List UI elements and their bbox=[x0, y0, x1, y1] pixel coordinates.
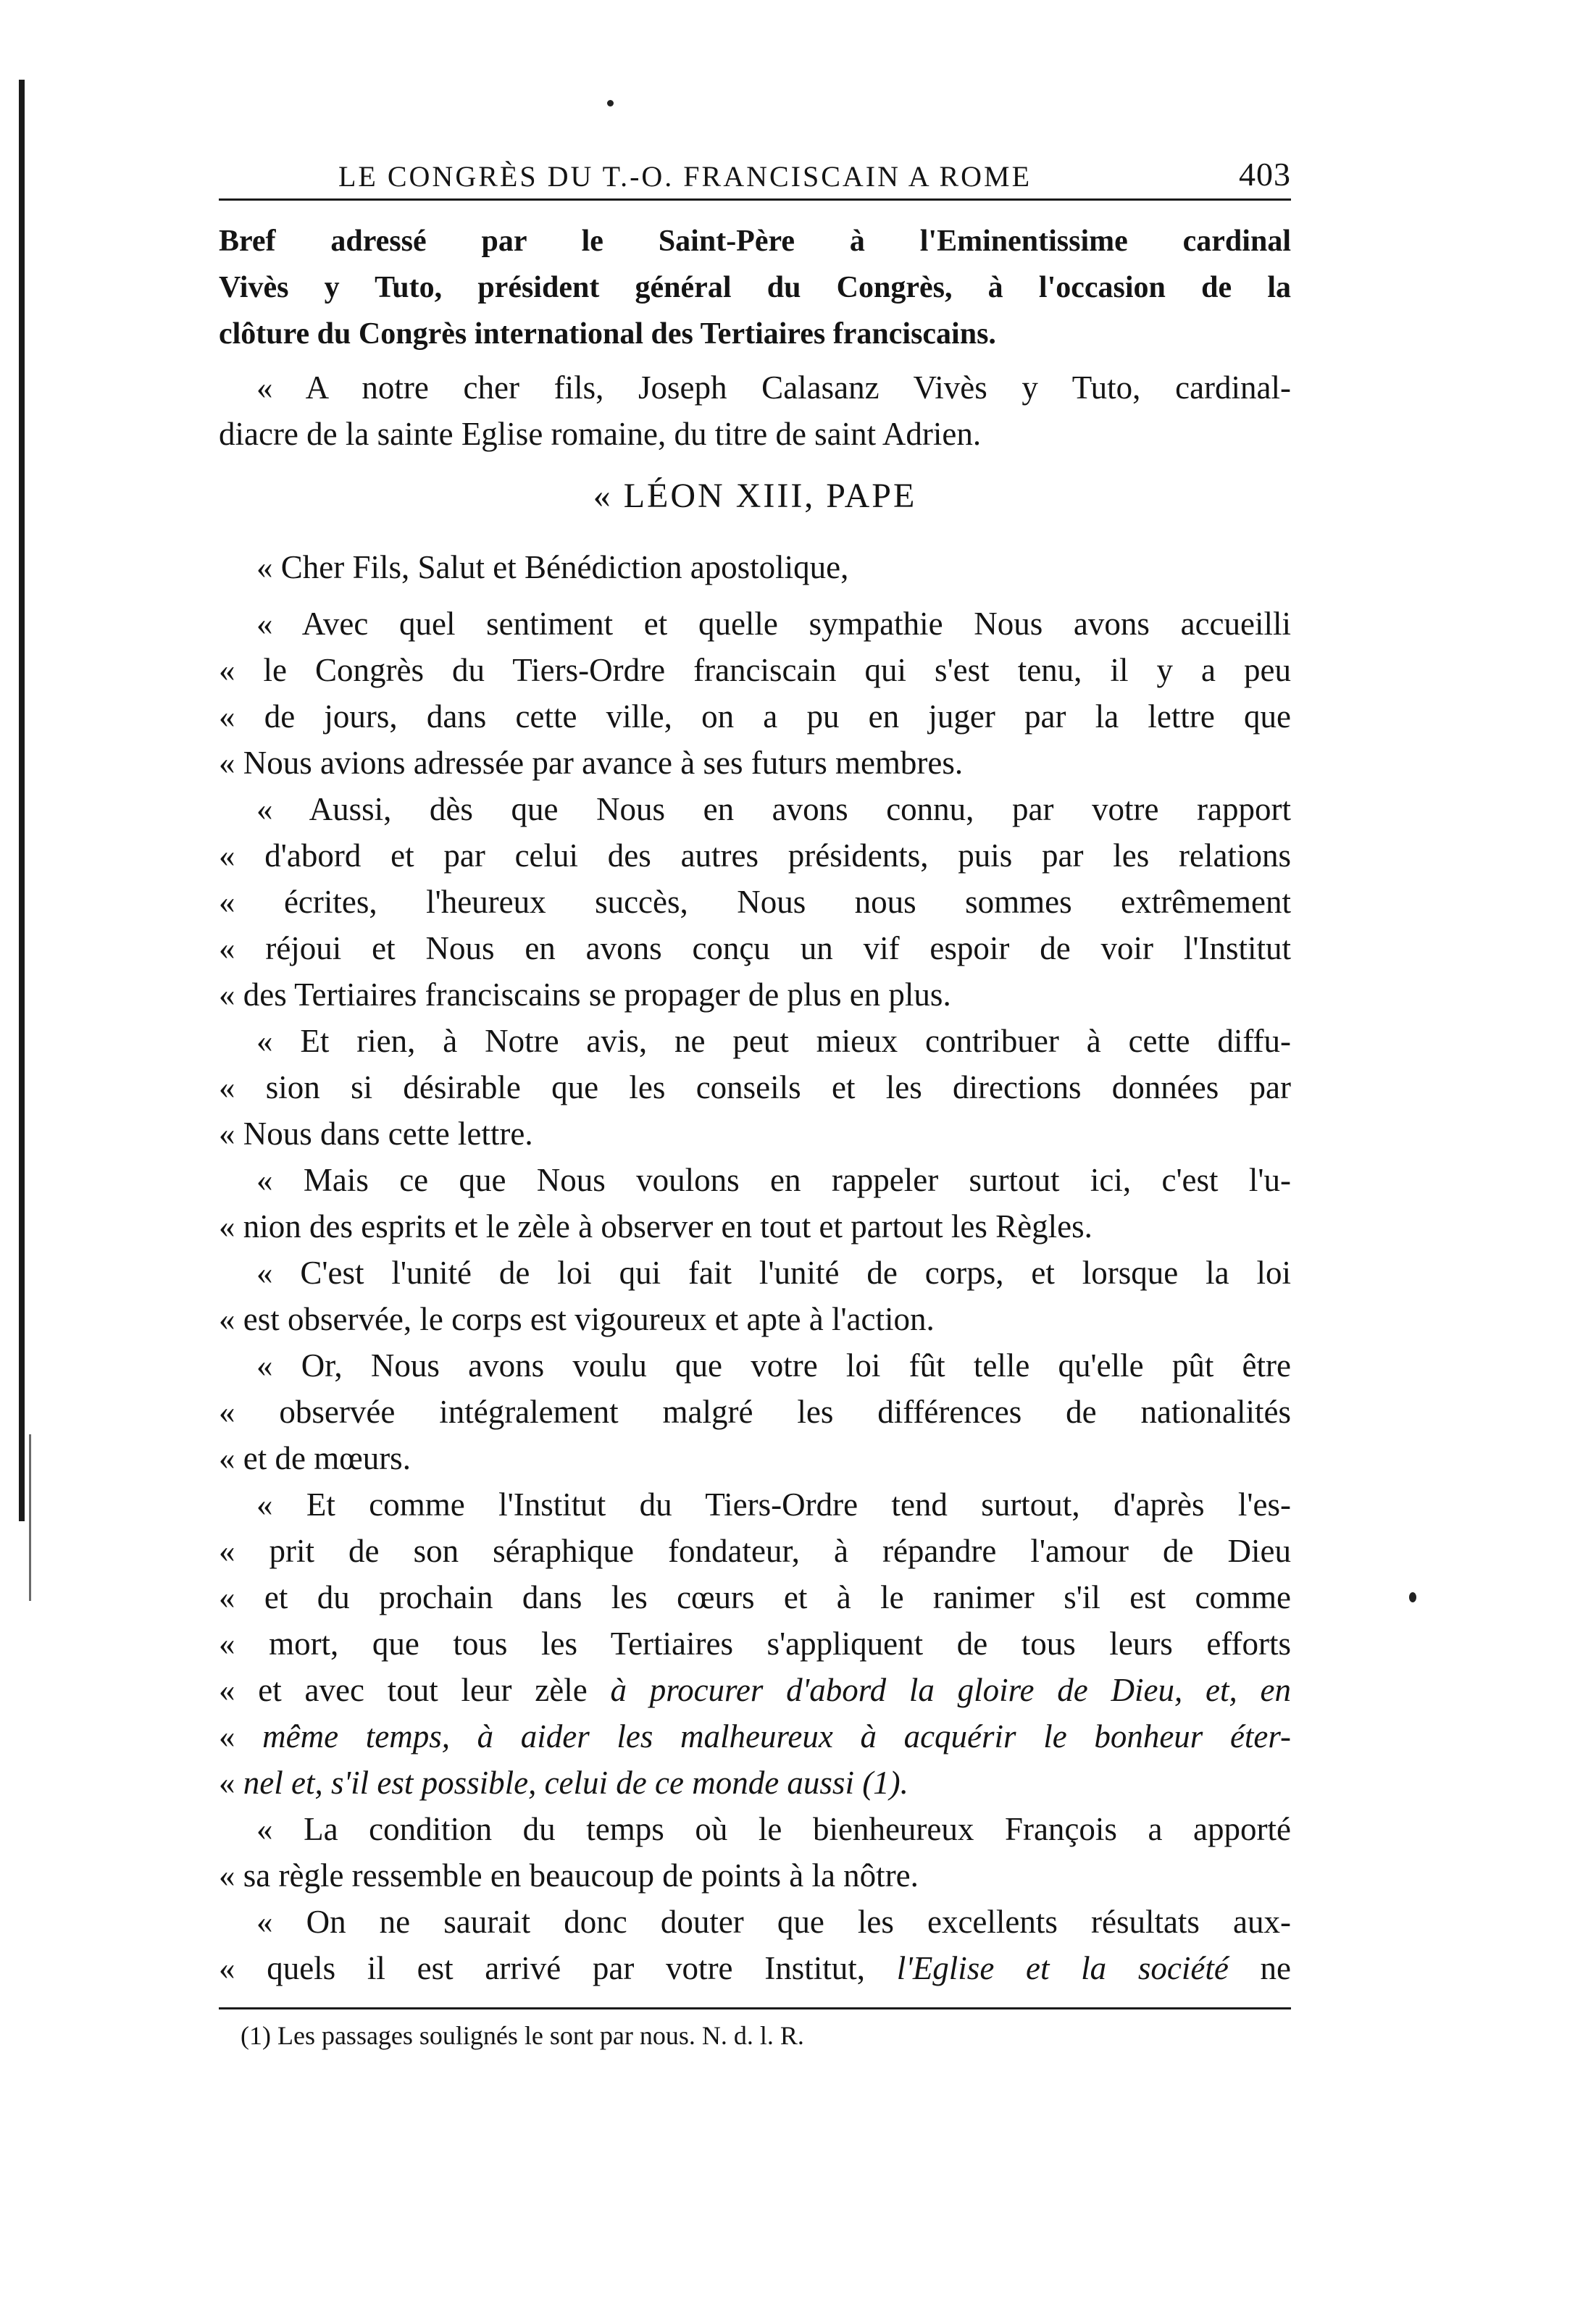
book-page bbox=[219, 145, 1291, 2054]
text-line: « Avec quel sentiment et quelle sympathie Nous avons accueilli bbox=[256, 606, 1291, 642]
header-rule bbox=[219, 198, 1291, 201]
text-line: « observée intégralement malgré les différences de nationalités bbox=[219, 1394, 1291, 1430]
text-line: « mort, que tous les Tertiaires s'appliquent de tous leurs efforts bbox=[219, 1626, 1291, 1662]
text-line: « La condition du temps où le bienheureux François a apporté bbox=[256, 1811, 1291, 1847]
text-line: « d'abord et par celui des autres présidents, puis par les relations bbox=[219, 837, 1291, 874]
text-line: « prit de son séraphique fondateur, à répandre l'amour de Dieu bbox=[219, 1533, 1291, 1569]
quote-mark: « bbox=[219, 1718, 263, 1754]
paragraph-condition bbox=[219, 1806, 1291, 1899]
paragraph-resultats bbox=[219, 1899, 1291, 1991]
text-line: « des Tertiaires franciscains se propager de plus en plus. bbox=[219, 976, 951, 1013]
italic-text: à procurer d'abord la gloire de Dieu, et, en bbox=[610, 1672, 1291, 1708]
text-line-mixed bbox=[219, 1667, 1291, 1713]
text-line: « Nous dans cette lettre. bbox=[219, 1116, 533, 1152]
running-head-title: LE CONGRÈS DU T.-O. FRANCISCAIN A ROME bbox=[338, 160, 1032, 193]
text-line: « et de mœurs. bbox=[219, 1440, 411, 1476]
text-line: « C'est l'unité de loi qui fait l'unité de corps, et lorsque la loi bbox=[256, 1255, 1291, 1291]
paragraph-diffusion bbox=[219, 1018, 1291, 1157]
paragraph-loi bbox=[219, 1250, 1291, 1342]
text-line: « Or, Nous avons voulu que votre loi fût telle qu'elle pût être bbox=[256, 1347, 1291, 1384]
bref-heading-line: Bref adressé par le Saint-Père à l'Eminentissime cardinal bbox=[219, 225, 1291, 258]
text-line: « Nous avions adressée par avance à ses futurs membres. bbox=[219, 745, 964, 781]
address-line: diacre de la sainte Eglise romaine, du titre de saint Adrien. bbox=[219, 416, 982, 452]
italic-text: l'Eglise et la société bbox=[896, 1950, 1229, 1986]
address-paragraph bbox=[219, 364, 1291, 457]
paragraph-accueilli bbox=[219, 601, 1291, 786]
text-line: « On ne saurait donc douter que les excellents résultats aux- bbox=[256, 1904, 1291, 1940]
paragraph-rapport bbox=[219, 786, 1291, 1018]
scan-speck bbox=[607, 100, 614, 106]
plain-text: « et avec tout leur zèle bbox=[219, 1672, 611, 1708]
running-head bbox=[219, 145, 1291, 196]
text-line-mixed bbox=[219, 1713, 1291, 1760]
address-line: « A notre cher fils, Joseph Calasanz Vivès y Tuto, cardinal- bbox=[256, 369, 1291, 406]
text-line: « réjoui et Nous en avons conçu un vif espoir de voir l'Institut bbox=[219, 930, 1291, 966]
text-line: « sion si désirable que les conseils et les directions données par bbox=[219, 1069, 1291, 1105]
greeting-paragraph bbox=[219, 544, 1291, 590]
scan-speck bbox=[1409, 1592, 1416, 1602]
page-number: 403 bbox=[1239, 156, 1291, 193]
margin-scan-rule-thin bbox=[29, 1434, 31, 1601]
text-line-mixed bbox=[219, 1760, 1291, 1806]
pope-heading: « LÉON XIII, PAPE bbox=[593, 477, 917, 515]
text-line: « Aussi, dès que Nous en avons connu, par votre rapport bbox=[256, 791, 1291, 827]
paragraph-union bbox=[219, 1157, 1291, 1250]
margin-scan-rule bbox=[19, 80, 25, 1521]
plain-text: ne bbox=[1228, 1950, 1291, 1986]
text-line: « est observée, le corps est vigoureux et apte à l'action. bbox=[219, 1301, 935, 1337]
text-line-mixed bbox=[219, 1945, 1291, 1991]
italic-text: nel et, s'il est possible, celui de ce monde aussi (1). bbox=[243, 1765, 908, 1801]
text-line: « Et comme l'Institut du Tiers-Ordre tend surtout, d'après l'es- bbox=[256, 1486, 1291, 1523]
text-line: « écrites, l'heureux succès, Nous nous sommes extrêmement bbox=[219, 884, 1291, 920]
paragraph-observee bbox=[219, 1342, 1291, 1481]
footnote-rule bbox=[219, 2007, 1291, 2009]
bref-heading-line: clôture du Congrès international des Tertiaires franciscains. bbox=[219, 317, 996, 351]
footnote: (1) Les passages soulignés le sont par nous. N. d. l. R. bbox=[241, 2021, 804, 2050]
bref-heading bbox=[219, 218, 1291, 357]
text-line: « de jours, dans cette ville, on a pu en juger par la lettre que bbox=[219, 698, 1291, 735]
quote-mark: « bbox=[219, 1765, 243, 1801]
text-line: « sa règle ressemble en beaucoup de points à la nôtre. bbox=[219, 1857, 919, 1894]
plain-text: « quels il est arrivé par votre Institut, bbox=[219, 1950, 897, 1986]
text-line: « nion des esprits et le zèle à observer en tout et partout les Règles. bbox=[219, 1208, 1092, 1245]
text-line: « Mais ce que Nous voulons en rappeler surtout ici, c'est l'u- bbox=[256, 1162, 1291, 1198]
text-line: « et du prochain dans les cœurs et à le ranimer s'il est comme bbox=[219, 1579, 1291, 1615]
text-line: « Et rien, à Notre avis, ne peut mieux contribuer à cette diffu- bbox=[256, 1023, 1291, 1059]
bref-heading-line: Vivès y Tuto, président général du Congrès, à l'occasion de la bbox=[219, 271, 1291, 304]
greeting-line: « Cher Fils, Salut et Bénédiction apostolique, bbox=[256, 549, 849, 585]
text-line: « le Congrès du Tiers-Ordre franciscain qui s'est tenu, il y a peu bbox=[219, 652, 1291, 688]
italic-text: même temps, à aider les malheureux à acquérir le bonheur éter- bbox=[262, 1718, 1291, 1754]
paragraph-institut bbox=[219, 1481, 1291, 1806]
